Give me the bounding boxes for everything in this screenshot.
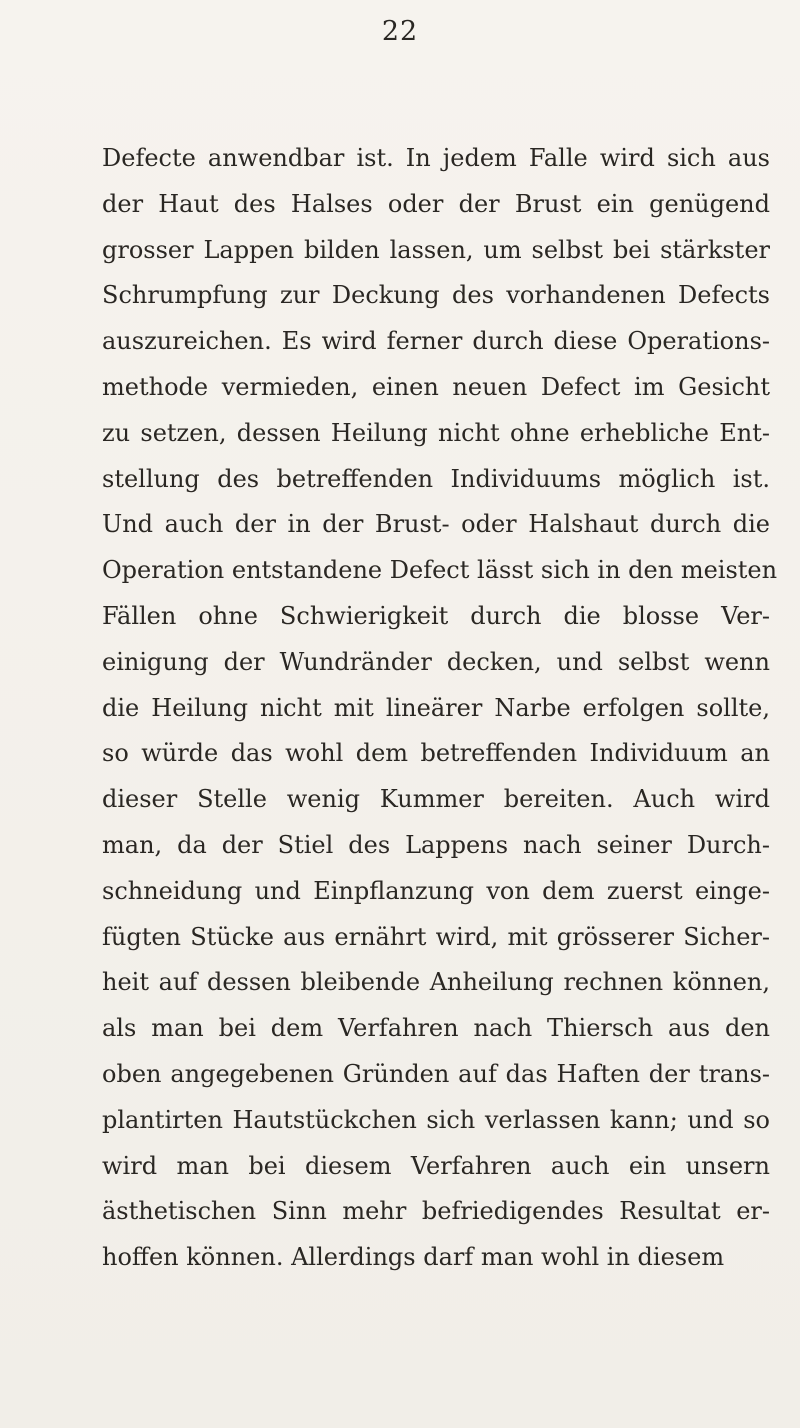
text-line: einigung der Wundränder decken, und selbst wenn — [102, 647, 770, 676]
text-line: der Haut des Halses oder der Brust ein genügend — [102, 189, 770, 218]
text-line: Und auch der in der Brust- oder Halshaut durch die — [102, 510, 770, 539]
text-line: heit auf dessen bleibende Anheilung rechnen können, — [102, 968, 770, 997]
text-line: Defecte anwendbar ist. In jedem Falle wird sich aus — [102, 144, 770, 172]
text-line: methode vermieden, einen neuen Defect im Gesicht — [102, 372, 770, 401]
page-number: 22 — [381, 16, 419, 47]
text-line: dieser Stelle wenig Kummer bereiten. Auch wird — [102, 785, 770, 814]
text-line: die Heilung nicht mit lineärer Narbe erfolgen sollte, — [102, 693, 770, 722]
text-line: oben angegebenen Gründen auf das Haften der trans- — [102, 1059, 770, 1088]
text-line: stellung des betreffenden Individuums möglich ist. — [102, 464, 770, 493]
text-line: als man bei dem Verfahren nach Thiersch aus den — [102, 1014, 770, 1043]
text-line: schneidung und Einpflanzung von dem zuerst einge- — [102, 876, 770, 905]
text-line: man, da der Stiel des Lappens nach seiner Durch- — [102, 830, 770, 859]
text-line: so würde das wohl dem betreffenden Individuum an — [102, 739, 770, 768]
text-line: auszureichen. Es wird ferner durch diese Operations- — [102, 327, 770, 356]
text-line: grosser Lappen bilden lassen, um selbst bei stärkster — [102, 235, 770, 264]
text-line: Schrumpfung zur Deckung des vorhandenen Defects — [102, 281, 770, 310]
text-line: Fällen ohne Schwierigkeit durch die blosse Ver- — [102, 601, 770, 630]
body-text — [102, 136, 778, 1281]
text-line: ästhetischen Sinn mehr befriedigendes Resultat er- — [102, 1197, 770, 1226]
text-line: zu setzen, dessen Heilung nicht ohne erhebliche Ent- — [102, 418, 770, 447]
text-line: hoffen können. Allerdings darf man wohl in diesem — [102, 1243, 725, 1272]
text-line: Operation entstandene Defect lässt sich in den meisten — [102, 556, 778, 585]
text-line: fügten Stücke aus ernährt wird, mit grösserer Sicher- — [102, 922, 770, 951]
text-line: plantirten Hautstückchen sich verlassen kann; und so — [102, 1105, 770, 1134]
text-line: wird man bei diesem Verfahren auch ein unsern — [102, 1151, 770, 1180]
